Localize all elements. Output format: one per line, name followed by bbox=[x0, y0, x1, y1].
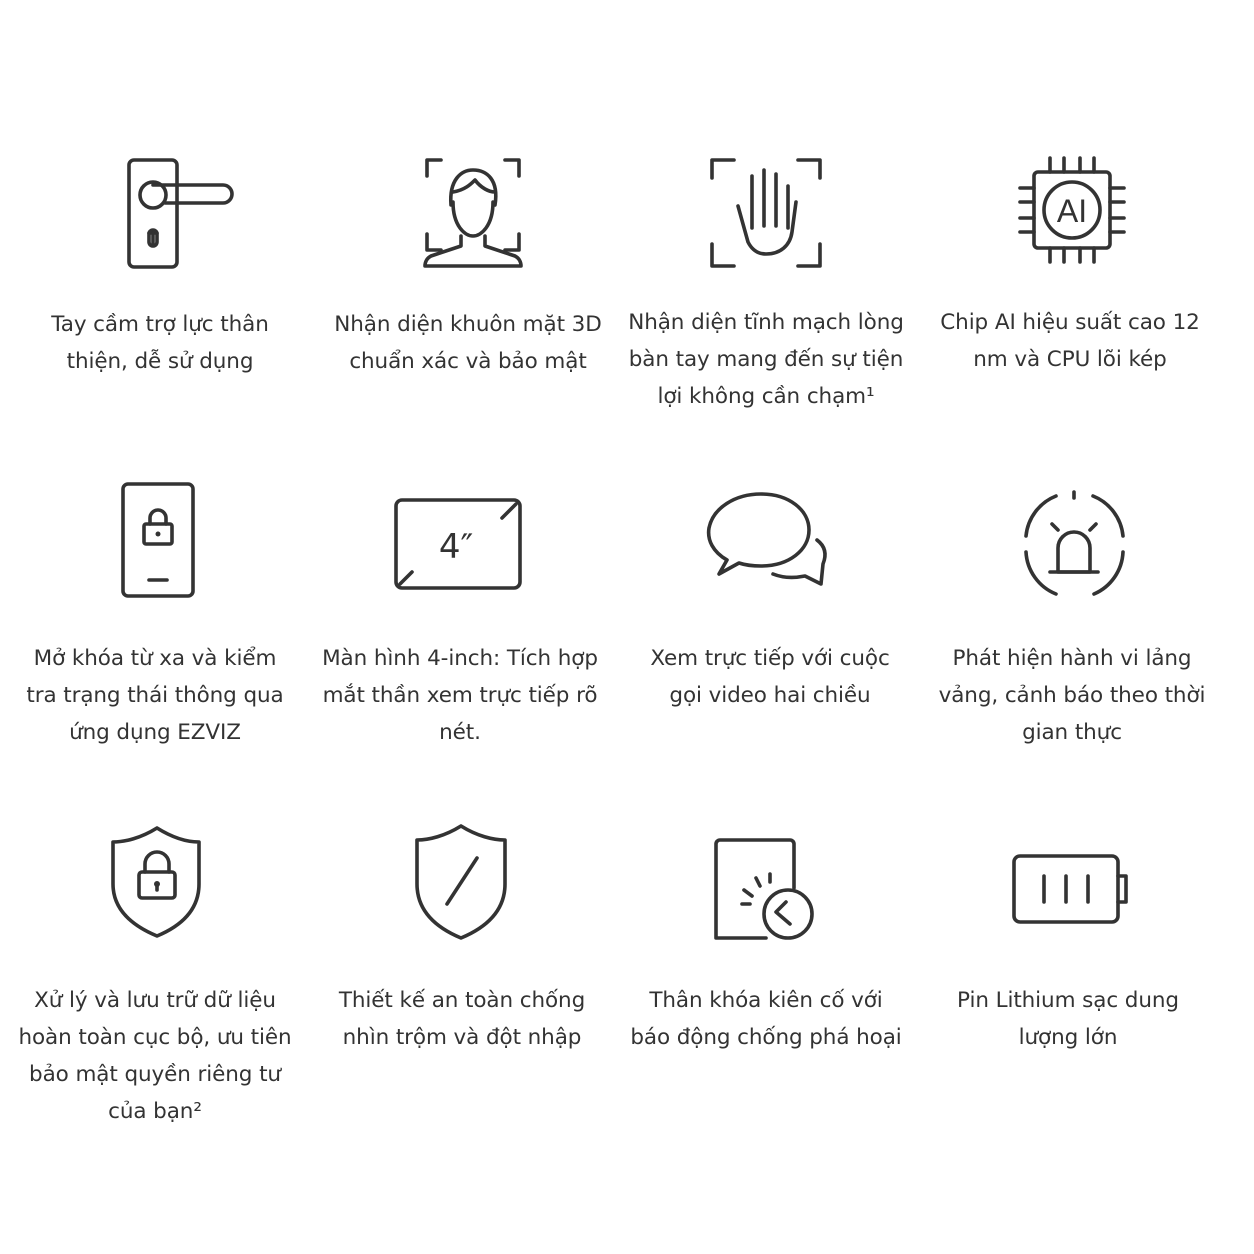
feature-label: Thiết kế an toàn chống nhìn trộm và đột nhập bbox=[338, 988, 586, 1050]
feature-label: Màn hình 4-inch: Tích hợp mắt thần xem trực tiếp rõ nét. bbox=[322, 646, 598, 745]
feature-label: Xem trực tiếp với cuộc gọi video hai chiều bbox=[650, 646, 890, 708]
feature-label: Nhận diện khuôn mặt 3D chuẩn xác và bảo mật bbox=[334, 312, 602, 374]
svg-text:4″: 4″ bbox=[438, 527, 474, 567]
feature-label: Thân khóa kiên cố với báo động chống phá hoại bbox=[630, 988, 902, 1050]
screen-4inch-icon bbox=[390, 480, 530, 605]
feature-label: Chip AI hiệu suất cao 12 nm và CPU lõi kép bbox=[940, 310, 1200, 372]
feature-label: Phát hiện hành vi lảng vảng, cảnh báo theo thời gian thực bbox=[938, 646, 1206, 745]
phone-lock-icon bbox=[115, 480, 205, 605]
alarm-light-icon bbox=[1012, 480, 1137, 605]
feature-label: Mở khóa từ xa và kiểm tra trạng thái thông qua ứng dụng EZVIZ bbox=[26, 646, 284, 745]
tamper-clock-icon bbox=[706, 820, 826, 945]
palm-scan-icon bbox=[706, 150, 826, 275]
door-handle-icon bbox=[115, 150, 245, 275]
ai-chip-icon bbox=[1012, 150, 1132, 275]
shield-lock-icon bbox=[105, 820, 215, 945]
face-scan-icon bbox=[413, 150, 533, 275]
feature-label: Nhận diện tĩnh mạch lòng bàn tay mang đến sự tiện lợi không cần chạm¹ bbox=[628, 310, 904, 409]
svg-text:AI: AI bbox=[1056, 193, 1088, 229]
battery-icon bbox=[1008, 820, 1138, 945]
feature-label: Pin Lithium sạc dung lượng lớn bbox=[957, 988, 1179, 1050]
chat-bubbles-icon bbox=[705, 480, 835, 605]
shield-slash-icon bbox=[407, 820, 517, 945]
feature-label: Tay cầm trợ lực thân thiện, dễ sử dụng bbox=[51, 312, 269, 374]
feature-label: Xử lý và lưu trữ dữ liệu hoàn toàn cục bộ, ưu tiên bảo mật quyền riêng tư của bạn² bbox=[18, 988, 292, 1124]
